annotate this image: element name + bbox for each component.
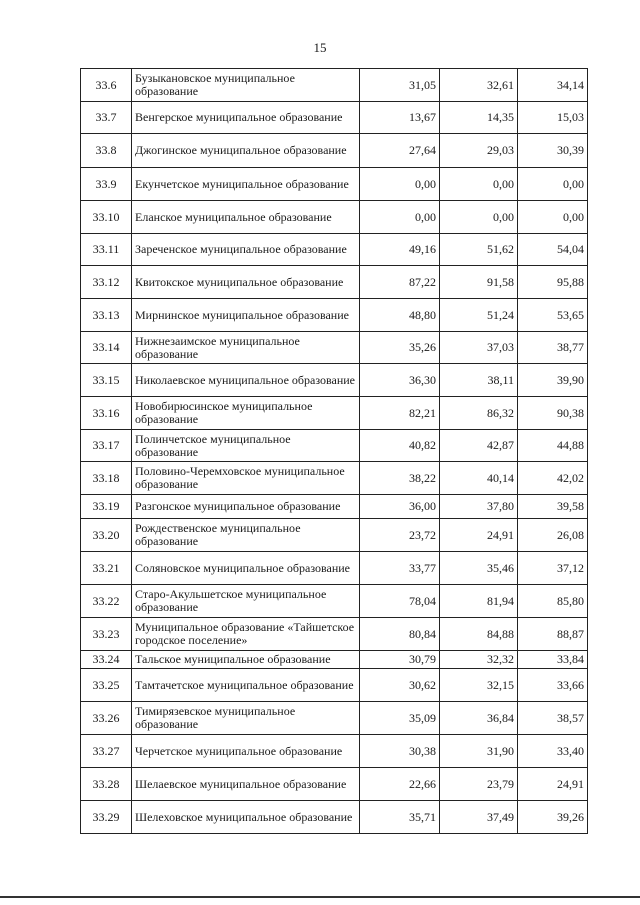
value-col-3: 90,38: [518, 397, 588, 430]
table-row: [81, 702, 588, 735]
row-number: 33.16: [81, 397, 132, 430]
municipality-name: Муниципальное образование «Тайшетское городское поселение»: [132, 618, 360, 651]
value-col-2: 37,49: [440, 801, 518, 834]
row-number: 33.9: [81, 168, 132, 201]
value-col-1: 82,21: [360, 397, 440, 430]
value-col-3: 33,84: [518, 651, 588, 669]
row-number: 33.10: [81, 201, 132, 234]
value-col-3: 88,87: [518, 618, 588, 651]
municipality-name: Бузыкановское муниципальное образование: [132, 69, 360, 102]
value-col-3: 37,12: [518, 552, 588, 585]
row-number: 33.29: [81, 801, 132, 834]
value-col-2: 32,32: [440, 651, 518, 669]
table-row: [81, 462, 588, 495]
table-row: [81, 651, 588, 669]
value-col-2: 38,11: [440, 364, 518, 397]
value-col-3: 33,66: [518, 669, 588, 702]
row-number: 33.17: [81, 430, 132, 462]
value-col-3: 95,88: [518, 266, 588, 299]
value-col-2: 51,62: [440, 234, 518, 266]
value-col-2: 35,46: [440, 552, 518, 585]
table-row: [81, 495, 588, 519]
row-number: 33.8: [81, 134, 132, 168]
value-col-3: 39,90: [518, 364, 588, 397]
row-number: 33.12: [81, 266, 132, 299]
table-row: [81, 102, 588, 134]
row-number: 33.24: [81, 651, 132, 669]
municipality-name: Еланское муниципальное образование: [132, 201, 360, 234]
value-col-1: 30,79: [360, 651, 440, 669]
table-row: [81, 201, 588, 234]
municipality-name: Шелеховское муниципальное образование: [132, 801, 360, 834]
municipality-name: Шелаевское муниципальное образование: [132, 768, 360, 801]
value-col-1: 22,66: [360, 768, 440, 801]
value-col-1: 30,38: [360, 735, 440, 768]
municipality-name: Тимирязевское муниципальное образование: [132, 702, 360, 735]
row-number: 33.11: [81, 234, 132, 266]
table-row: [81, 332, 588, 364]
value-col-1: 0,00: [360, 201, 440, 234]
value-col-3: 24,91: [518, 768, 588, 801]
row-number: 33.19: [81, 495, 132, 519]
value-col-1: 87,22: [360, 266, 440, 299]
row-number: 33.13: [81, 299, 132, 332]
row-number: 33.7: [81, 102, 132, 134]
value-col-1: 48,80: [360, 299, 440, 332]
bottom-rule: [0, 896, 640, 898]
municipality-name: Джогинское муниципальное образование: [132, 134, 360, 168]
table-row: [81, 234, 588, 266]
value-col-1: 38,22: [360, 462, 440, 495]
value-col-3: 26,08: [518, 519, 588, 552]
municipality-name: Нижнезаимское муниципальное образование: [132, 332, 360, 364]
value-col-2: 37,80: [440, 495, 518, 519]
page-number: 15: [313, 40, 327, 55]
value-col-3: 39,26: [518, 801, 588, 834]
value-col-1: 78,04: [360, 585, 440, 618]
value-col-3: 38,77: [518, 332, 588, 364]
value-col-1: 27,64: [360, 134, 440, 168]
value-col-1: 36,30: [360, 364, 440, 397]
municipality-name: Тальское муниципальное образование: [132, 651, 360, 669]
municipality-name: Зареченское муниципальное образование: [132, 234, 360, 266]
table-row: [81, 801, 588, 834]
municipality-name: Венгерское муниципальное образование: [132, 102, 360, 134]
value-col-2: 0,00: [440, 168, 518, 201]
table-row: [81, 168, 588, 201]
row-number: 33.15: [81, 364, 132, 397]
row-number: 33.26: [81, 702, 132, 735]
value-col-1: 49,16: [360, 234, 440, 266]
municipality-name: Соляновское муниципальное образование: [132, 552, 360, 585]
value-col-2: 32,61: [440, 69, 518, 102]
value-col-3: 39,58: [518, 495, 588, 519]
value-col-3: 30,39: [518, 134, 588, 168]
value-col-1: 0,00: [360, 168, 440, 201]
municipality-name: Новобирюсинское муниципальное образование: [132, 397, 360, 430]
municipality-name: Николаевское муниципальное образование: [132, 364, 360, 397]
value-col-1: 13,67: [360, 102, 440, 134]
value-col-3: 54,04: [518, 234, 588, 266]
value-col-3: 33,40: [518, 735, 588, 768]
municipality-name: Разгонское муниципальное образование: [132, 495, 360, 519]
value-col-3: 53,65: [518, 299, 588, 332]
row-number: 33.18: [81, 462, 132, 495]
value-col-3: 34,14: [518, 69, 588, 102]
row-number: 33.23: [81, 618, 132, 651]
value-col-1: 35,26: [360, 332, 440, 364]
table-row: [81, 768, 588, 801]
value-col-2: 37,03: [440, 332, 518, 364]
table-row: [81, 735, 588, 768]
municipality-name: Старо-Акульшетское муниципальное образование: [132, 585, 360, 618]
value-col-1: 23,72: [360, 519, 440, 552]
value-col-3: 44,88: [518, 430, 588, 462]
table-row: [81, 364, 588, 397]
municipality-name: Тамтачетское муниципальное образование: [132, 669, 360, 702]
table-row: [81, 585, 588, 618]
value-col-3: 0,00: [518, 201, 588, 234]
value-col-2: 32,15: [440, 669, 518, 702]
table-row: [81, 397, 588, 430]
value-col-2: 24,91: [440, 519, 518, 552]
municipality-name: Черчетское муниципальное образование: [132, 735, 360, 768]
municipality-name: Екунчетское муниципальное образование: [132, 168, 360, 201]
value-col-1: 35,09: [360, 702, 440, 735]
table-row: [81, 266, 588, 299]
value-col-2: 91,58: [440, 266, 518, 299]
municipality-name: Половино-Черемховское муниципальное образование: [132, 462, 360, 495]
value-col-2: 42,87: [440, 430, 518, 462]
value-col-3: 42,02: [518, 462, 588, 495]
value-col-2: 14,35: [440, 102, 518, 134]
value-col-3: 0,00: [518, 168, 588, 201]
value-col-3: 38,57: [518, 702, 588, 735]
value-col-1: 33,77: [360, 552, 440, 585]
value-col-1: 40,82: [360, 430, 440, 462]
value-col-1: 30,62: [360, 669, 440, 702]
row-number: 33.21: [81, 552, 132, 585]
row-number: 33.14: [81, 332, 132, 364]
row-number: 33.20: [81, 519, 132, 552]
value-col-2: 36,84: [440, 702, 518, 735]
row-number: 33.28: [81, 768, 132, 801]
value-col-2: 40,14: [440, 462, 518, 495]
data-table: [80, 68, 588, 834]
municipality-name: Рождественское муниципальное образование: [132, 519, 360, 552]
value-col-3: 85,80: [518, 585, 588, 618]
value-col-2: 29,03: [440, 134, 518, 168]
table-row: [81, 299, 588, 332]
municipality-name: Мирнинское муниципальное образование: [132, 299, 360, 332]
row-number: 33.25: [81, 669, 132, 702]
value-col-2: 84,88: [440, 618, 518, 651]
municipality-name: Квитокское муниципальное образование: [132, 266, 360, 299]
value-col-1: 31,05: [360, 69, 440, 102]
table-body: [81, 69, 588, 834]
table-row: [81, 552, 588, 585]
table-row: [81, 618, 588, 651]
municipality-name: Полинчетское муниципальное образование: [132, 430, 360, 462]
value-col-2: 51,24: [440, 299, 518, 332]
table-row: [81, 519, 588, 552]
row-number: 33.6: [81, 69, 132, 102]
value-col-2: 86,32: [440, 397, 518, 430]
table-row: [81, 134, 588, 168]
value-col-2: 31,90: [440, 735, 518, 768]
table-row: [81, 669, 588, 702]
table-row: [81, 69, 588, 102]
value-col-1: 36,00: [360, 495, 440, 519]
value-col-2: 0,00: [440, 201, 518, 234]
row-number: 33.22: [81, 585, 132, 618]
value-col-1: 35,71: [360, 801, 440, 834]
value-col-1: 80,84: [360, 618, 440, 651]
value-col-3: 15,03: [518, 102, 588, 134]
value-col-2: 81,94: [440, 585, 518, 618]
value-col-2: 23,79: [440, 768, 518, 801]
table-row: [81, 430, 588, 462]
row-number: 33.27: [81, 735, 132, 768]
